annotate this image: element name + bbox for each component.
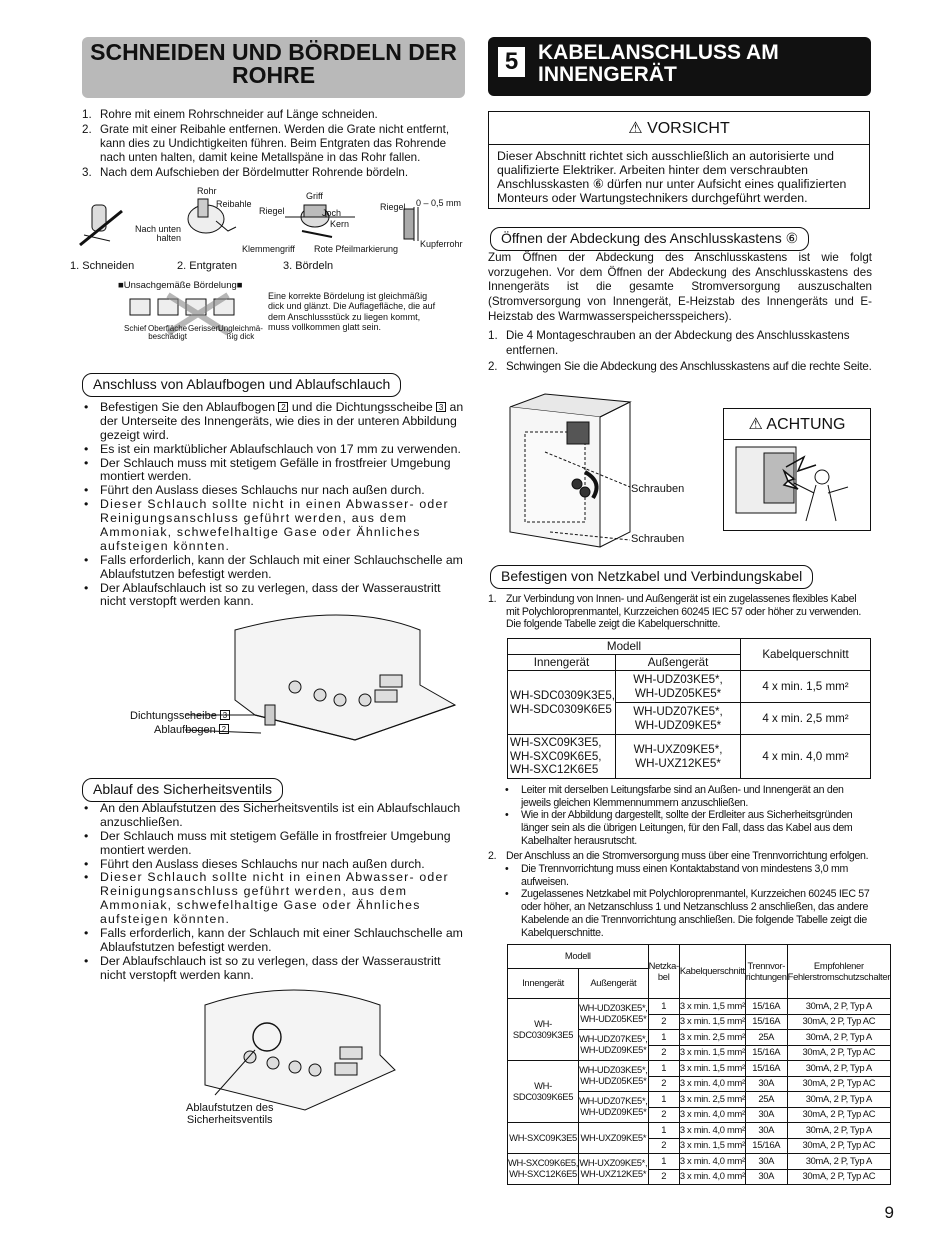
part-number-box: 3 — [436, 402, 446, 412]
section-title-text: KABELANSCHLUSS AM INNENGERÄT — [538, 41, 779, 87]
subsection-title-abdeckung — [490, 227, 809, 251]
table-cell: 30mA, 2 P, Typ A — [787, 1061, 890, 1077]
table-header: Innengerät — [508, 655, 616, 671]
table-cell: 30mA, 2 P, Typ A — [787, 1092, 890, 1108]
caption-boerdeln: 3. Bördeln — [283, 260, 334, 272]
label-kupferrohr: Kupferrohr — [420, 239, 463, 249]
bullet-text: Führt den Auslass dieses Schlauchs nur nach außen durch. — [100, 483, 425, 498]
table-cell: 30mA, 2 P, Typ AC — [787, 1014, 890, 1030]
table-cell: 3 x min. 1,5 mm² — [679, 999, 745, 1015]
bullet-item — [82, 554, 467, 582]
bullet-text: Der Ablaufschlauch ist so zu verlegen, dass der Wasseraustritt nicht verstopft werden kann. — [100, 953, 441, 982]
section-title-kabelanschluss — [488, 37, 871, 96]
table-cell: 30A — [745, 1076, 787, 1092]
subsection-title-text: Anschluss von Ablaufbogen und Ablaufschlauch — [93, 376, 391, 392]
bullet-text: Befestigen Sie den Ablaufbogen — [100, 400, 279, 414]
table-cell: 3 x min. 1,5 mm² — [679, 1138, 745, 1154]
step-text: Rohre mit einem Rohrschneider auf Länge schneiden. — [100, 108, 378, 121]
table-cell: 3 x min. 1,5 mm² — [679, 1014, 745, 1030]
label-ablaufstutzen: Ablaufstutzen des Sicherheitsventils — [186, 1102, 274, 1126]
table-cell: WH-UDZ07KE5*, WH-UDZ09KE5* — [616, 703, 741, 735]
step-item — [82, 108, 467, 122]
label-oberflaeche: Oberfläche beschädigt — [148, 324, 188, 342]
bullet-item — [503, 809, 872, 847]
section-number: 5 — [498, 47, 525, 77]
bullet-text: an der Unterseite des Innengeräts, wie dies in der unteren Abbildung gezeigt wird. — [100, 400, 464, 442]
table-cell: 30A — [745, 1107, 787, 1123]
table-cell: 1 — [648, 1061, 679, 1077]
sicherheitsventil-bullets — [82, 802, 467, 983]
bullet-text: Falls erforderlich, kann der Schlauch mit einer Schlauchschelle am Ablaufstutzen befestigt werden. — [100, 552, 463, 581]
bullet-item — [82, 802, 467, 830]
safety-valve-illustration — [195, 975, 395, 1115]
table-cell: WH-SDC0309K6E5 — [508, 1061, 579, 1123]
ablaufbogen-bullets — [82, 401, 467, 609]
bullet-text: Der Schlauch muss mit stetigem Gefälle in frostfreier Umgebung montiert werden. — [100, 455, 451, 484]
table-cell: WH-UDZ03KE5*, WH-UDZ05KE5* — [616, 671, 741, 703]
drain-elbow-illustration — [225, 605, 465, 745]
table-cell: 1 — [648, 1092, 679, 1108]
table-header: Kabelquerschnitt — [679, 945, 745, 999]
table-cell: 2 — [648, 1169, 679, 1185]
table-cell: 15/16A — [745, 1045, 787, 1061]
step-number: 2. — [82, 122, 92, 136]
step-number: 1. — [82, 108, 92, 121]
improper-flaring-title-text: Unsachgemäße Bördelung — [123, 280, 237, 291]
label-griff: Griff — [306, 191, 323, 201]
label-reibahle: Reibahle — [216, 199, 252, 209]
bullet-text: Dieser Schlauch sollte nicht in einen Abwasser- oder Reinigungsanschluss geführt werden, aus dem Ammoniak, schwefelhaltige Gase oder Ähnliches aufsteigen könnten. — [100, 870, 449, 927]
table-header: Außengerät — [579, 969, 649, 999]
cable-table-1 — [507, 638, 871, 779]
label-riegel-2: Riegel — [380, 202, 406, 212]
electric-shock-warning-illustration — [724, 441, 870, 531]
table-cell: 30A — [745, 1123, 787, 1139]
netzkabel-step-1 — [488, 593, 872, 631]
table-cell: WH-SXC09K3E5 — [508, 1123, 579, 1154]
bullet-text: Die Trennvorrichtung muss einen Kontaktabstand von mindestens 3,0 mm aufweisen. — [521, 863, 849, 888]
bullet-text: An den Ablaufstutzen des Sicherheitsventils ist ein Ablaufschlauch anzuschließen. — [100, 801, 461, 829]
table-cell: WH-SXC09K6E5, WH-SXC12K6E5 — [508, 1154, 579, 1185]
caption-schneiden: 1. Schneiden — [70, 260, 135, 272]
bullet-item — [503, 784, 872, 809]
page-number: 9 — [884, 1202, 894, 1222]
table-cell: 3 x min. 4,0 mm² — [679, 1123, 745, 1139]
label-riegel-1: Riegel — [259, 206, 285, 216]
table-cell: 25A — [745, 1092, 787, 1108]
table-cell: 2 — [648, 1014, 679, 1030]
achtung-title: ACHTUNG — [766, 416, 846, 433]
bullet-text: Wie in der Abbildung dargestellt, sollte der Erdleiter aus Sicherheitsgründen länger sein als die übrigen Leitungen, für den Fall, dass das Kabel aus dem Kabelhalter herausrutscht. — [521, 809, 853, 847]
table-cell: WH-UDZ07KE5*, WH-UDZ09KE5* — [579, 1030, 649, 1061]
section-title-schneiden — [82, 37, 465, 98]
bullet-item — [82, 871, 467, 927]
table-cell: 4 x min. 1,5 mm² — [741, 671, 871, 703]
achtung-box — [723, 408, 871, 531]
step-number: 2. — [488, 360, 498, 374]
table-cell: 30mA, 2 P, Typ A — [787, 1123, 890, 1139]
table-cell: 15/16A — [745, 1061, 787, 1077]
table-header: Netzka- bel — [648, 945, 679, 999]
step-number: 1. — [488, 593, 497, 605]
bullet-text: Leiter mit derselben Leitungsfarbe sind an Außen- und Innengerät an den jeweils gleichen Klemmennummern anzuschließen. — [521, 784, 844, 809]
table-cell: 3 x min. 2,5 mm² — [679, 1030, 745, 1046]
table-cell: 30mA, 2 P, Typ AC — [787, 1138, 890, 1154]
section-title-text: SCHNEIDEN UND BÖRDELN DER ROHRE — [90, 39, 457, 88]
table-header: Modell — [508, 945, 649, 969]
abdeckung-steps — [488, 328, 872, 375]
subsection-title-ablaufbogen — [82, 373, 401, 397]
bullet-item — [82, 401, 467, 443]
warning-icon: ⚠ — [748, 416, 763, 433]
table-cell: 2 — [648, 1076, 679, 1092]
table-cell: 15/16A — [745, 1138, 787, 1154]
bullet-item — [503, 888, 872, 939]
step-item — [488, 359, 872, 374]
table-cell: WH-SDC0309K3E5 — [508, 999, 579, 1061]
label-schrauben-1: Schrauben — [631, 483, 685, 495]
correct-flaring-note: Eine korrekte Bördelung ist gleichmäßig dick und glänzt. Die Auflagefläche, die auf dem Anschlussstück zu liegen kommt, muss vollkommen glatt sein. — [268, 291, 436, 333]
table-cell: WH-SXC09K3E5, WH-SXC09K6E5, WH-SXC12K6E5 — [508, 735, 616, 779]
table-cell: 3 x min. 2,5 mm² — [679, 1092, 745, 1108]
table-cell: 3 x min. 1,5 mm² — [679, 1061, 745, 1077]
abdeckung-intro: Zum Öffnen der Abdeckung des Anschlusskastens ist wie folgt vorzugehen. Vor dem Öffnen der Abdeckung des Anschlusskastens des Innengeräts ist die gesamte Stromversorgung auszuschalten (Stromversorgung von Innengerät, E-Heizstab des Innengeräts und E-Heizstab des Warmwasserspeichersspeichers). — [488, 251, 872, 323]
table-cell: 30A — [745, 1169, 787, 1185]
table-cell: 1 — [648, 999, 679, 1015]
bullet-text: Der Ablaufschlauch ist so zu verlegen, dass der Wasseraustritt nicht verstopft werden kann. — [100, 580, 441, 609]
bullet-text: Dieser Schlauch sollte nicht in einen Abwasser- oder Reinigungsanschluss geführt werden, aus dem Ammoniak, schwefelhaltige Gase oder Ähnliches aufsteigen könnten. — [100, 497, 449, 553]
table-cell: 2 — [648, 1107, 679, 1123]
table-cell: 1 — [648, 1154, 679, 1170]
bullet-text: Zugelassenes Netzkabel mit Polychloroprenmantel, Kurzzeichen 60245 IEC 57 oder höher, an Netzanschluss 1 und Netzanschluss 2 anschließen, das andere Kabelende an die Trennvorrichtung anschließen. Die folgende Tabelle zeigt die Kabelquerschnitte. — [521, 888, 870, 939]
table-cell: 3 x min. 4,0 mm² — [679, 1154, 745, 1170]
table-cell: 1 — [648, 1030, 679, 1046]
bullet-item — [82, 443, 467, 457]
step-number: 3. — [82, 165, 92, 179]
table-cell: 3 x min. 4,0 mm² — [679, 1107, 745, 1123]
table-cell: WH-UXZ09KE5* — [579, 1123, 649, 1154]
step-text: Der Anschluss an die Stromversorgung muss über eine Trennvorrichtung erfolgen. — [506, 850, 869, 862]
netzkabel-sub-bullets-1 — [503, 784, 872, 848]
step-number: 1. — [488, 329, 498, 342]
bullet-item — [82, 830, 467, 858]
label-text: Dichtungsscheibe — [130, 710, 217, 722]
table-cell: 30mA, 2 P, Typ AC — [787, 1107, 890, 1123]
table-cell: 30mA, 2 P, Typ AC — [787, 1169, 890, 1185]
table-cell: 2 — [648, 1045, 679, 1061]
table-cell: 4 x min. 4,0 mm² — [741, 735, 871, 779]
step-text: Zur Verbindung von Innen- und Außengerät ist ein zugelassenes flexibles Kabel mit Polychloroprenmantel, Kurzzeichen 60245 IEC 57 oder höher zu verwenden. Die folgende Tabelle zeigt die Kabelquerschnitte. — [506, 593, 861, 631]
table-cell: WH-UDZ07KE5*, WH-UDZ09KE5* — [579, 1092, 649, 1123]
bullet-item — [82, 858, 467, 872]
step-text: Nach dem Aufschieben der Bördelmutter Rohrende bördeln. — [100, 165, 409, 179]
label-klemmengriff: Klemmengriff — [242, 244, 295, 254]
label-range: 0 – 0,5 mm — [416, 198, 462, 208]
part-number-box: 3 — [220, 710, 230, 720]
part-number-box: 2 — [219, 724, 229, 734]
table-cell: 2 — [648, 1138, 679, 1154]
caution-text: Dieser Abschnitt richtet sich ausschließlich an autorisierte und qualifizierte Elektriker. Arbeiten hinter dem verschraubten Anschlusskasten ⑥ dürfen nur unter Aufsicht eines qualifizierten Monteurs oder Wartungstechnikers durchgeführt werden. — [497, 149, 847, 206]
achtung-header — [724, 409, 870, 440]
label-text: Ablaufbogen — [154, 724, 216, 736]
subsection-title-text: Befestigen von Netzkabel und Verbindungskabel — [501, 568, 803, 584]
table-header: Außengerät — [616, 655, 741, 671]
label-kern: Kern — [330, 219, 350, 229]
table-cell: 15/16A — [745, 1014, 787, 1030]
table-cell: 30mA, 2 P, Typ A — [787, 999, 890, 1015]
table-cell: 4 x min. 2,5 mm² — [741, 703, 871, 735]
table-header: Trennvor- richtungen — [745, 945, 787, 999]
table-header: Empfohlener Fehlerstromschutzschalter — [787, 945, 890, 999]
table-cell: 30mA, 2 P, Typ A — [787, 1030, 890, 1046]
table-cell: WH-UXZ09KE5*, WH-UXZ12KE5* — [616, 735, 741, 779]
warning-icon: ⚠ — [628, 120, 643, 137]
table-cell: 3 x min. 4,0 mm² — [679, 1076, 745, 1092]
table-cell: 30mA, 2 P, Typ AC — [787, 1076, 890, 1092]
step-item — [82, 166, 467, 180]
label-schrauben-2: Schrauben — [631, 533, 685, 545]
step-text: Schwingen Sie die Abdeckung des Anschlusskastens auf die rechte Seite. — [506, 360, 872, 374]
netzkabel-sub-bullets-2 — [503, 863, 872, 939]
label-ablaufbogen — [154, 724, 229, 737]
subsection-title-text: Ablauf des Sicherheitsventils — [93, 781, 272, 797]
step-number: 2. — [488, 850, 497, 862]
bullet-text: Führt den Auslass dieses Schlauchs nur nach außen durch. — [100, 856, 425, 871]
label-joch: Joch — [322, 208, 342, 218]
bullet-item — [82, 498, 467, 554]
improper-flaring-figure — [118, 281, 468, 345]
bullet-item — [503, 863, 872, 888]
step-item — [82, 123, 467, 165]
table-cell: 3 x min. 1,5 mm² — [679, 1045, 745, 1061]
bullet-text: und die Dichtungsscheibe — [288, 400, 437, 414]
table-cell: 15/16A — [745, 999, 787, 1015]
table-cell: WH-SDC0309K3E5, WH-SDC0309K6E5 — [508, 671, 616, 735]
step-text: Grate mit einer Reibahle entfernen. Werden die Grate nicht entfernt, kann dies zu Undichtigkeiten führen. Beim Entgraten das Rohrende nach unten halten, damit keine Metallspäne in das Rohr fallen. — [100, 122, 450, 164]
table-cell: 30A — [745, 1154, 787, 1170]
bullet-item — [82, 484, 467, 498]
label-rohr: Rohr — [197, 186, 217, 196]
label-rote-pfeilmarkierung: Rote Pfeilmarkierung — [314, 244, 399, 254]
step-text: Die 4 Montageschrauben an der Abdeckung des Anschlusskastens entfernen. — [506, 329, 850, 358]
bullet-text: Der Schlauch muss mit stetigem Gefälle in frostfreier Umgebung montiert werden. — [100, 828, 451, 857]
label-ungleichmaessig: Ungleichmä- ßig dick — [218, 324, 263, 342]
table-cell: WH-UDZ03KE5*, WH-UDZ05KE5* — [579, 1061, 649, 1092]
bullet-item — [82, 457, 467, 485]
cutting-steps — [82, 108, 467, 181]
subsection-title-netzkabel — [490, 565, 813, 589]
caution-title: VORSICHT — [647, 120, 730, 137]
cable-table-2 — [507, 944, 891, 1185]
bullet-text: Falls erforderlich, kann der Schlauch mit einer Schlauchschelle am Ablaufstutzen befestigt werden. — [100, 926, 463, 954]
table-cell: 1 — [648, 1123, 679, 1139]
label-nach-unten: Nach unten halten — [135, 224, 182, 244]
table-cell: 30mA, 2 P, Typ AC — [787, 1045, 890, 1061]
bullet-item — [82, 927, 467, 955]
table-cell: 25A — [745, 1030, 787, 1046]
table-header: Kabelquerschnitt — [741, 639, 871, 671]
label-dichtungsscheibe — [130, 710, 230, 723]
label-gerissen: Gerissen — [188, 324, 221, 333]
table-cell: 30mA, 2 P, Typ A — [787, 1154, 890, 1170]
table-header: Innengerät — [508, 969, 579, 999]
caption-entgraten: 2. Entgraten — [177, 260, 237, 272]
label-schief: Schief — [124, 324, 147, 333]
caution-box — [488, 111, 870, 209]
table-header: Modell — [508, 639, 741, 655]
improper-flaring-title: ■Unsachgemäße Bördelung■ — [118, 280, 243, 291]
netzkabel-step-2 — [488, 850, 872, 863]
indoor-unit-illustration — [505, 392, 635, 552]
table-cell: 3 x min. 4,0 mm² — [679, 1169, 745, 1185]
subsection-title-sicherheitsventil — [82, 778, 283, 802]
table-cell: WH-UDZ03KE5*, WH-UDZ05KE5* — [579, 999, 649, 1030]
bullet-text: Es ist ein marktüblicher Ablaufschlauch von 17 mm zu verwenden. — [100, 441, 461, 456]
subsection-title-text: Öffnen der Abdeckung des Anschlusskastens ⑥ — [501, 230, 799, 246]
caution-header — [489, 112, 869, 145]
table-cell: WH-UXZ09KE5*, WH-UXZ12KE5* — [579, 1154, 649, 1185]
part-number-box: 2 — [278, 402, 288, 412]
step-item — [488, 328, 872, 358]
